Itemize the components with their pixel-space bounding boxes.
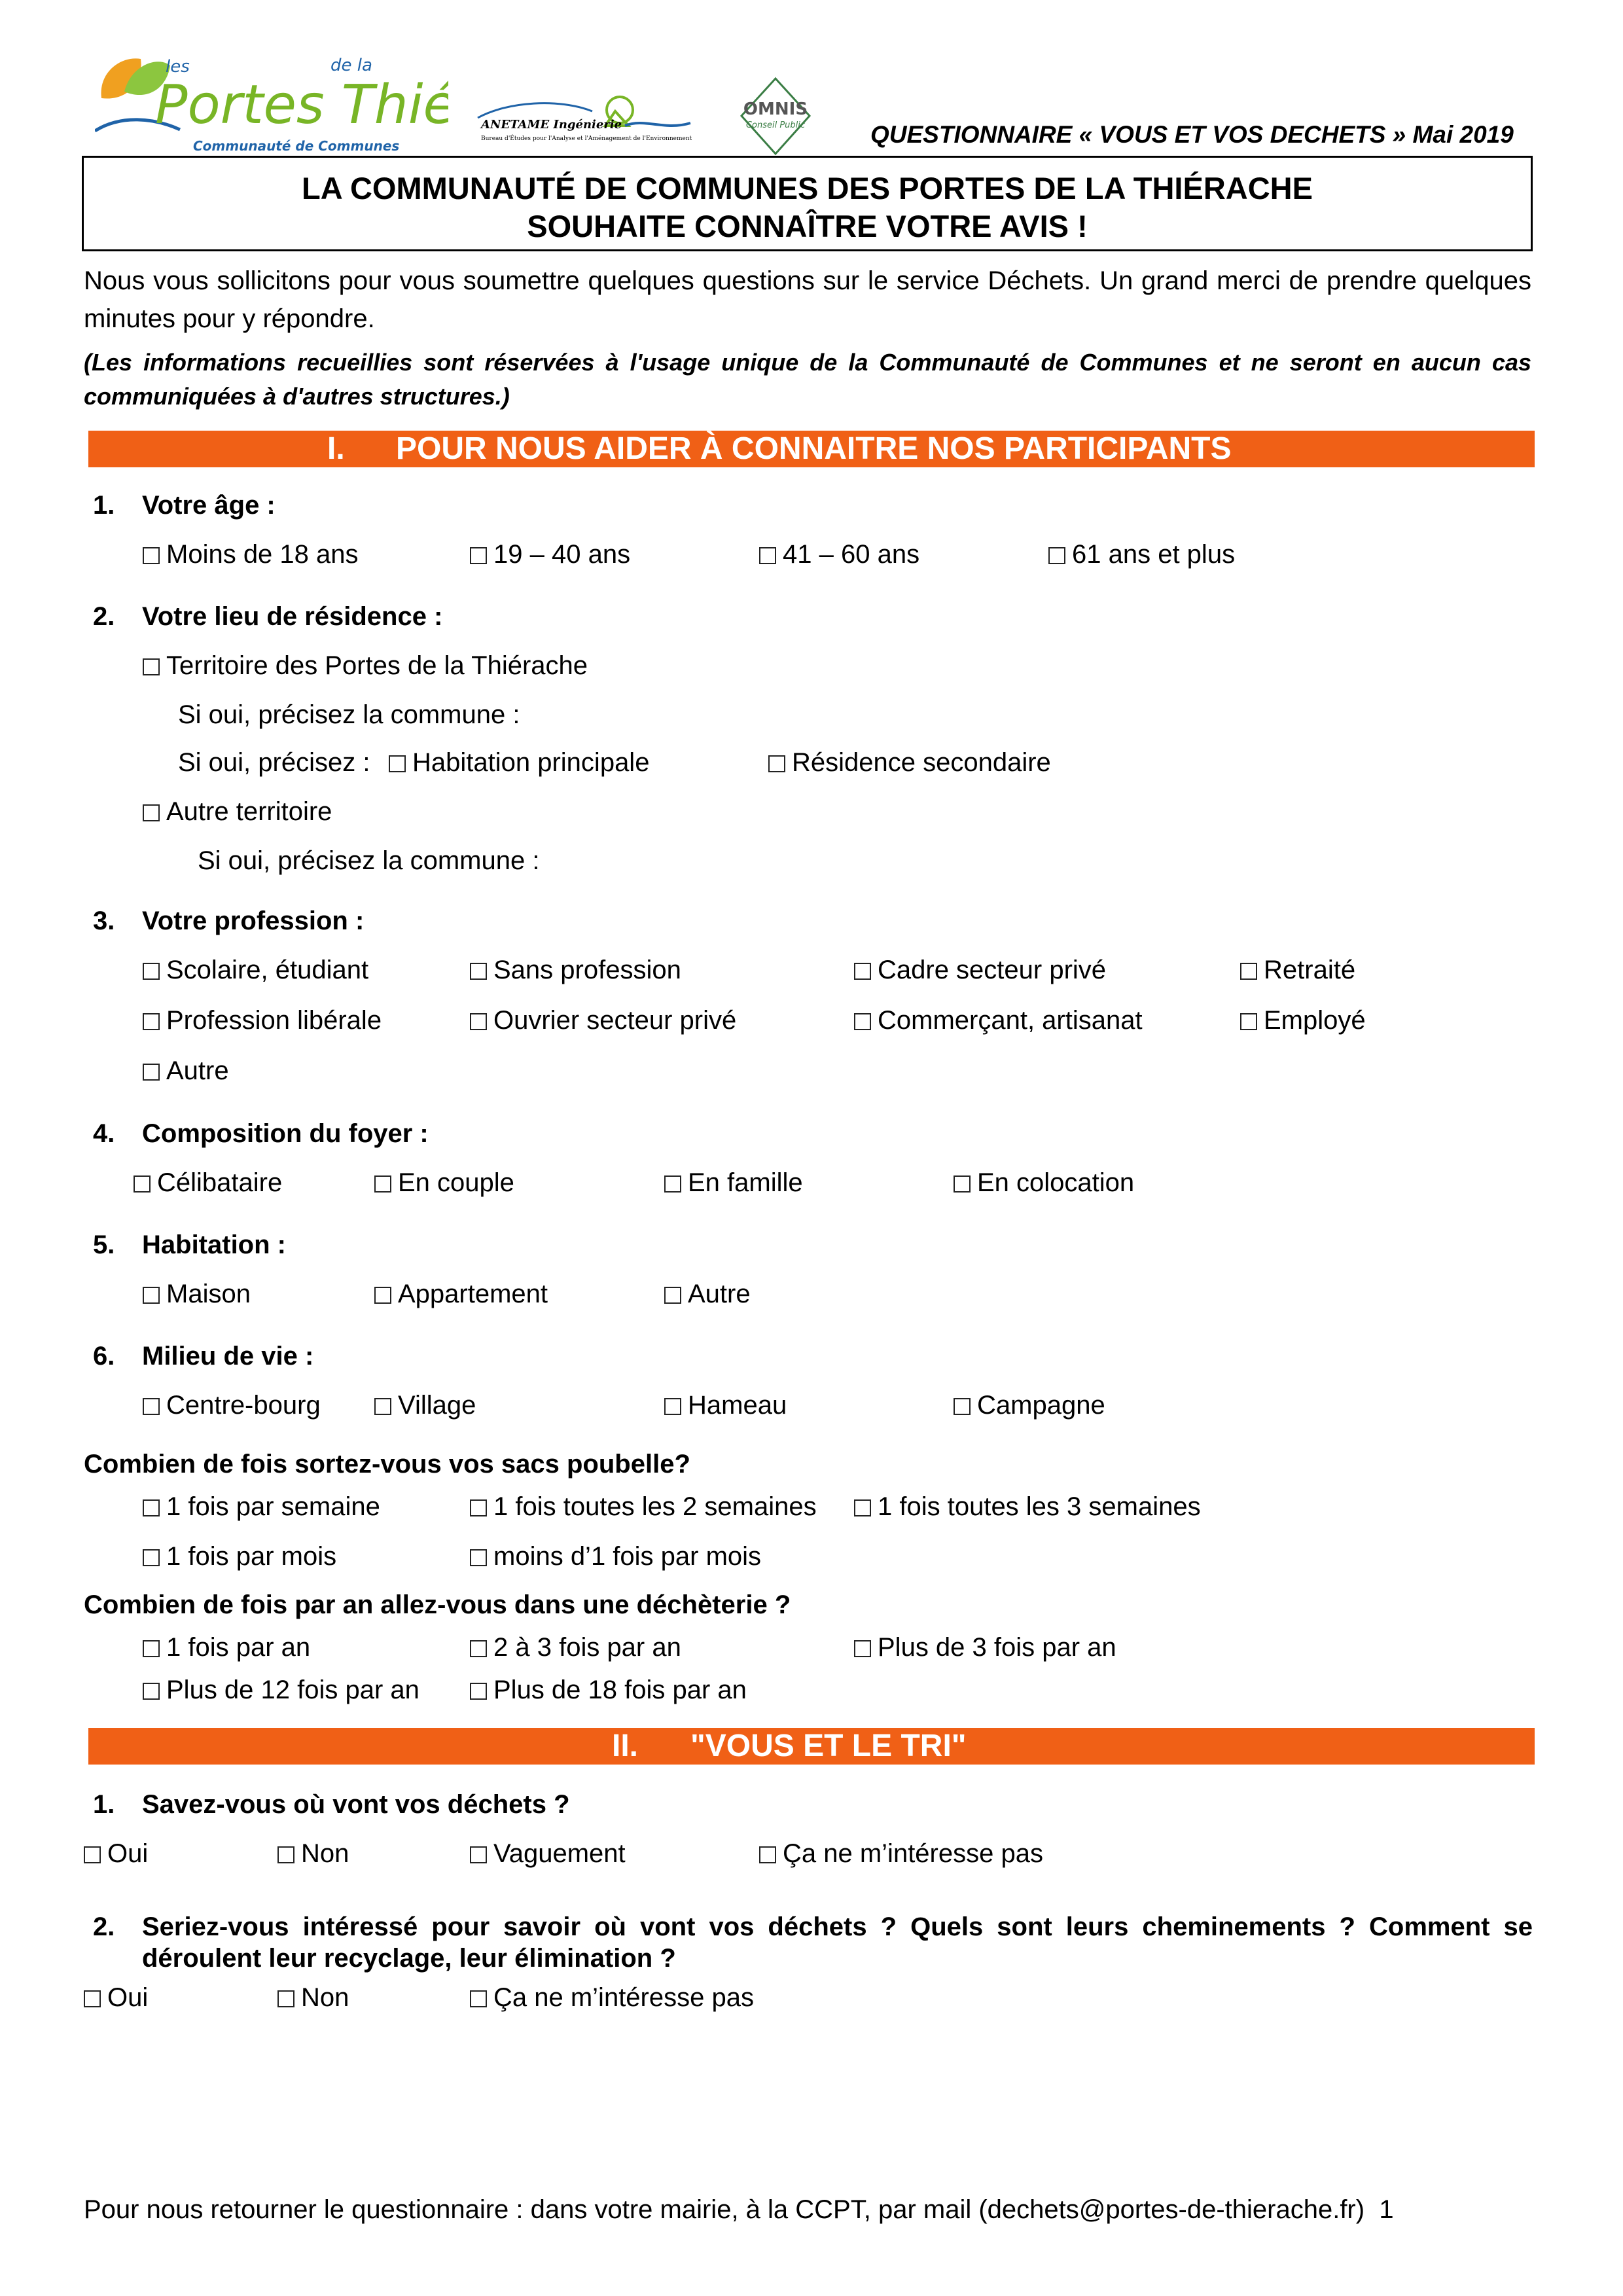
checkbox-icon bbox=[854, 1640, 871, 1657]
checkbox-icon bbox=[854, 963, 871, 980]
checkbox-icon bbox=[143, 1683, 160, 1700]
checkbox-employe[interactable]: Employé bbox=[1240, 1006, 1366, 1035]
checkbox-icon bbox=[470, 1013, 487, 1030]
anetame-logo bbox=[474, 85, 697, 151]
checkbox-en-colocation[interactable]: En colocation bbox=[954, 1168, 1134, 1198]
checkbox-icon bbox=[374, 1398, 391, 1415]
svg-text:de la: de la bbox=[330, 56, 372, 75]
checkbox-icon bbox=[374, 1175, 391, 1193]
checkbox-icon bbox=[134, 1175, 151, 1193]
checkbox-dech-plus-3[interactable]: Plus de 3 fois par an bbox=[854, 1633, 1116, 1662]
intro-text: Nous vous sollicitons pour vous soumettre quelques questions sur le service Déchets. Un grand merci de prendre quelques minutes pour y répondre. bbox=[84, 266, 1531, 333]
checkbox-icon bbox=[854, 1013, 871, 1030]
footer-text: Pour nous retourner le questionnaire : dans votre mairie, à la CCPT, par mail (dechets@portes-de-thierache.fr) bbox=[84, 2195, 1365, 2224]
checkbox-icon bbox=[143, 1064, 160, 1081]
checkbox-ouvrier[interactable]: Ouvrier secteur privé bbox=[470, 1006, 736, 1035]
checkbox-icon bbox=[1240, 963, 1257, 980]
checkbox-icon bbox=[470, 1640, 487, 1657]
section-2-header bbox=[88, 1728, 1535, 1765]
checkbox-age-19-40[interactable]: 19 – 40 ans bbox=[470, 540, 630, 569]
checkbox-icon bbox=[664, 1287, 681, 1304]
checkbox-autre-territoire[interactable]: Autre territoire bbox=[143, 797, 332, 827]
checkbox-cadre[interactable]: Cadre secteur privé bbox=[854, 956, 1106, 985]
checkbox-icon bbox=[470, 1990, 487, 2007]
checkbox-icon bbox=[954, 1398, 971, 1415]
checkbox-residence-secondaire[interactable]: Résidence secondaire bbox=[768, 748, 1051, 778]
checkbox-icon bbox=[470, 1683, 487, 1700]
svg-text:Communauté de Communes: Communauté de Communes bbox=[193, 138, 400, 154]
checkbox-icon bbox=[143, 547, 160, 564]
checkbox-dech-1-fois[interactable]: 1 fois par an bbox=[143, 1633, 310, 1662]
section-2-number: II. bbox=[612, 1729, 639, 1763]
checkbox-age-61-plus[interactable]: 61 ans et plus bbox=[1048, 540, 1235, 569]
section-1-number: I. bbox=[327, 431, 345, 466]
title-box bbox=[82, 156, 1533, 251]
checkbox-icon bbox=[854, 1499, 871, 1516]
page-number: 1 bbox=[1379, 2195, 1394, 2224]
question-sacs-poubelle: Combien de fois sortez-vous vos sacs poubelle? bbox=[84, 1450, 690, 1479]
checkbox-sacs-mois[interactable]: 1 fois par mois bbox=[143, 1542, 336, 1571]
checkbox-hameau[interactable]: Hameau bbox=[664, 1391, 787, 1420]
title-line-2: SOUHAITE CONNAÎTRE VOTRE AVIS ! bbox=[527, 209, 1088, 243]
commune-prompt-1: Si oui, précisez la commune : bbox=[178, 700, 520, 729]
checkbox-icon bbox=[470, 1549, 487, 1566]
checkbox-autre-habitation[interactable]: Autre bbox=[664, 1280, 751, 1309]
checkbox-appartement[interactable]: Appartement bbox=[374, 1280, 548, 1309]
checkbox-savez-vaguement[interactable]: Vaguement bbox=[470, 1839, 626, 1869]
portes-thierache-logo bbox=[95, 52, 448, 157]
checkbox-commercant[interactable]: Commerçant, artisanat bbox=[854, 1006, 1143, 1035]
checkbox-en-famille[interactable]: En famille bbox=[664, 1168, 803, 1198]
checkbox-icon bbox=[470, 547, 487, 564]
checkbox-autre-profession[interactable]: Autre bbox=[143, 1056, 229, 1086]
checkbox-icon bbox=[277, 1990, 294, 2007]
checkbox-icon bbox=[768, 755, 785, 772]
checkbox-habitation-principale[interactable]: Habitation principale bbox=[389, 748, 649, 778]
checkbox-icon bbox=[470, 963, 487, 980]
checkbox-icon bbox=[143, 1013, 160, 1030]
svg-text:les: les bbox=[166, 57, 190, 77]
svg-text:Portes Thiérache: Portes Thié bbox=[155, 74, 448, 136]
section-1-header bbox=[88, 431, 1535, 467]
checkbox-liberale[interactable]: Profession libérale bbox=[143, 1006, 382, 1035]
commune-prompt-2: Si oui, précisez la commune : bbox=[198, 846, 540, 875]
title-line-1: LA COMMUNAUTÉ DE COMMUNES DES PORTES DE LA THIÉRACHE bbox=[302, 171, 1313, 206]
footer bbox=[84, 2195, 1394, 2225]
checkbox-icon bbox=[143, 1640, 160, 1657]
checkbox-dech-plus-12[interactable]: Plus de 12 fois par an bbox=[143, 1676, 419, 1705]
svg-text:Conseil Public: Conseil Public bbox=[745, 120, 806, 130]
checkbox-interesse-non[interactable]: Non bbox=[277, 1983, 349, 2013]
checkbox-icon bbox=[277, 1846, 294, 1863]
precisez-label: Si oui, précisez : bbox=[178, 748, 370, 777]
checkbox-icon bbox=[1048, 547, 1065, 564]
checkbox-icon bbox=[143, 1398, 160, 1415]
checkbox-dech-2-3-fois[interactable]: 2 à 3 fois par an bbox=[470, 1633, 681, 1662]
checkbox-celibataire[interactable]: Célibataire bbox=[134, 1168, 282, 1198]
omnis-logo bbox=[736, 75, 815, 157]
checkbox-icon bbox=[470, 1499, 487, 1516]
checkbox-savez-pas-interesse[interactable]: Ça ne m’intéresse pas bbox=[759, 1839, 1043, 1869]
checkbox-age-41-60[interactable]: 41 – 60 ans bbox=[759, 540, 919, 569]
questionnaire-header: QUESTIONNAIRE « VOUS ET VOS DECHETS » Mai 2019 bbox=[870, 121, 1514, 148]
checkbox-interesse-pas[interactable]: Ça ne m’intéresse pas bbox=[470, 1983, 754, 2013]
checkbox-campagne[interactable]: Campagne bbox=[954, 1391, 1105, 1420]
checkbox-icon bbox=[470, 1846, 487, 1863]
section-2-title: "VOUS ET LE TRI" bbox=[690, 1729, 967, 1763]
checkbox-dech-plus-18[interactable]: Plus de 18 fois par an bbox=[470, 1676, 747, 1705]
checkbox-territoire-portes[interactable]: Territoire des Portes de la Thiérache bbox=[143, 651, 588, 681]
checkbox-centre-bourg[interactable]: Centre-bourg bbox=[143, 1391, 321, 1420]
svg-text:Bureau d'Études pour l'Analyse: Bureau d'Études pour l'Analyse et l'Aménagement de l'Environnement bbox=[481, 135, 692, 142]
svg-text:OMNIS: OMNIS bbox=[743, 99, 808, 119]
section-1-title: POUR NOUS AIDER À CONNAITRE NOS PARTICIPANTS bbox=[396, 431, 1232, 466]
checkbox-icon bbox=[759, 1846, 776, 1863]
checkbox-village[interactable]: Village bbox=[374, 1391, 476, 1420]
checkbox-icon bbox=[664, 1398, 681, 1415]
checkbox-age-under-18[interactable]: Moins de 18 ans bbox=[143, 540, 359, 569]
checkbox-interesse-oui[interactable]: Oui bbox=[84, 1983, 148, 2013]
checkbox-sans-profession[interactable]: Sans profession bbox=[470, 956, 681, 985]
checkbox-icon bbox=[664, 1175, 681, 1193]
checkbox-icon bbox=[143, 804, 160, 821]
checkbox-sacs-moins-mois[interactable]: moins d’1 fois par mois bbox=[470, 1542, 761, 1571]
question-decheterie: Combien de fois par an allez-vous dans une déchèterie ? bbox=[84, 1590, 791, 1619]
checkbox-icon bbox=[143, 963, 160, 980]
checkbox-savez-oui[interactable]: Oui bbox=[84, 1839, 148, 1869]
checkbox-icon bbox=[954, 1175, 971, 1193]
checkbox-sacs-2-semaines[interactable]: 1 fois toutes les 2 semaines bbox=[470, 1492, 817, 1522]
checkbox-scolaire[interactable]: Scolaire, étudiant bbox=[143, 956, 368, 985]
checkbox-icon bbox=[759, 547, 776, 564]
checkbox-sacs-3-semaines[interactable]: 1 fois toutes les 3 semaines bbox=[854, 1492, 1201, 1522]
checkbox-icon bbox=[143, 1499, 160, 1516]
checkbox-retraite[interactable]: Retraité bbox=[1240, 956, 1355, 985]
privacy-note: (Les informations recueillies sont réservées à l'usage unique de la Communauté de Communes et ne seront en aucun cas communiquées à d'autres structures.) bbox=[84, 349, 1531, 410]
checkbox-icon bbox=[143, 1287, 160, 1304]
checkbox-maison[interactable]: Maison bbox=[143, 1280, 251, 1309]
checkbox-icon bbox=[84, 1990, 101, 2007]
checkbox-icon bbox=[374, 1287, 391, 1304]
svg-text:ANETAME Ingénierie: ANETAME Ingénierie bbox=[481, 118, 622, 132]
checkbox-savez-non[interactable]: Non bbox=[277, 1839, 349, 1869]
checkbox-icon bbox=[389, 755, 406, 772]
checkbox-icon bbox=[143, 1549, 160, 1566]
checkbox-icon bbox=[1240, 1013, 1257, 1030]
checkbox-sacs-semaine[interactable]: 1 fois par semaine bbox=[143, 1492, 380, 1522]
checkbox-en-couple[interactable]: En couple bbox=[374, 1168, 514, 1198]
checkbox-icon bbox=[143, 658, 160, 675]
checkbox-icon bbox=[84, 1846, 101, 1863]
